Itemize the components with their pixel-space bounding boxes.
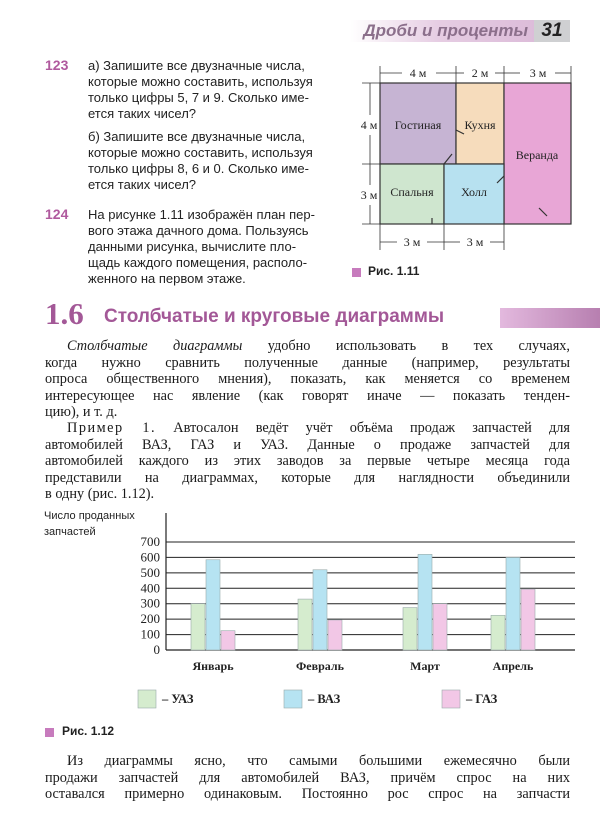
term-bar-charts: Столбчатые диаграммы [67, 338, 243, 354]
dim-top-2: 2 м [471, 66, 489, 80]
bar-ГАЗ-Апрель [521, 589, 535, 650]
task-123-part-b [88, 129, 313, 193]
dim-bottom-2: 3 м [466, 235, 484, 249]
label-hall: Холл [461, 185, 487, 199]
intro-text: удобно использовать в тех случаях, [242, 338, 570, 354]
y-axis-label: запчастей [44, 526, 96, 538]
y-tick-label: 400 [140, 580, 160, 596]
example-line: представили на диаграммах, которые для наглядности объединили [45, 469, 570, 486]
task-124-line: щадь каждого помещения, располо- [88, 255, 308, 270]
task-124-text [88, 207, 315, 287]
figure-marker-icon [45, 728, 54, 737]
bar-УАЗ-Март [403, 608, 417, 650]
x-tick-label: Апрель [492, 659, 534, 673]
task-123-b-line: ется таких чисел? [88, 177, 197, 192]
label-kitchen: Кухня [464, 118, 496, 132]
task-124-number: 124 [45, 206, 69, 222]
intro-paragraph [45, 338, 570, 421]
x-tick-label: Март [410, 659, 440, 673]
example-line: в одну (рис. 1.12). [45, 486, 155, 502]
y-tick-label: 300 [140, 595, 160, 611]
section-band [500, 308, 600, 328]
example-line: автомобилей каждого из этих заводов за первые четыре месяца года [45, 453, 570, 469]
intro-line [45, 338, 570, 355]
intro-line: цию), и т. д. [45, 404, 118, 420]
y-tick-label: 100 [140, 626, 160, 642]
example-paragraph [45, 420, 570, 503]
task-123-part-a [88, 58, 313, 122]
y-tick-label: 200 [140, 611, 160, 627]
dim-left-2: 3 м [360, 188, 378, 202]
legend-label: – ВАЗ [308, 692, 341, 706]
task-123-a-line: а) Запишите все двузначные числа, [88, 58, 305, 73]
bar-ГАЗ-Февраль [328, 620, 342, 650]
dim-top-3: 3 м [529, 66, 547, 80]
example-line [45, 420, 570, 437]
bar-ВАЗ-Апрель [506, 557, 520, 650]
task-123-b-line: только цифры 8, 6 и 0. Сколько име- [88, 161, 309, 176]
task-124-line: данными рисунка, вычислите пло- [88, 239, 297, 254]
y-tick-label: 600 [140, 549, 160, 565]
legend-label: – УАЗ [162, 692, 194, 706]
label-living: Гостиная [394, 118, 442, 132]
label-veranda: Веранда [515, 148, 559, 162]
bar-ВАЗ-Январь [206, 560, 220, 650]
intro-line: когда нужно сравнить полученные данные (например, результаты [45, 354, 570, 371]
conclusion-line: продажи запчастей для автомобилей ВАЗ, причём спрос на них [45, 769, 570, 786]
conclusion-line: Из диаграммы ясно, что самыми большими ежемесячно были [67, 753, 570, 769]
figure-1-11-caption: Рис. 1.11 [368, 264, 420, 278]
task-123-b-line: которые можно составить, используя [88, 145, 313, 160]
intro-line: опроса общественного мнения), показать, как меняется со временем [45, 371, 570, 387]
floor-plan-figure [352, 58, 582, 258]
task-123-number: 123 [45, 57, 69, 73]
running-title: Дроби и проценты [363, 21, 528, 40]
dim-bottom-1: 3 м [403, 235, 421, 249]
bar-ВАЗ-Февраль [313, 570, 327, 650]
task-123-b-line: б) Запишите все двузначные числа, [88, 129, 306, 144]
figure-1-12-caption: Рис. 1.12 [62, 724, 115, 738]
example-line: автомобилей ВАЗ, ГАЗ и УАЗ. Данные о продаже запчастей для [45, 436, 570, 453]
bar-ВАЗ-Март [418, 554, 432, 650]
figure-marker-icon [352, 268, 361, 277]
y-tick-label: 700 [140, 534, 160, 549]
page-number: 31 [534, 20, 570, 42]
x-tick-label: Февраль [296, 659, 344, 673]
example-text: Автосалон ведёт учёт объёма продаж запчастей для [156, 420, 570, 436]
intro-line: интересующее нас явление (как говорят иначе — показать тенден- [45, 387, 570, 404]
conclusion-line: оставался примерно одинаковым. Постоянно рос спрос на запчасти [45, 786, 570, 802]
task-123-a-line: которые можно составить, используя [88, 74, 313, 89]
running-head [350, 20, 570, 42]
task-124-line: На рисунке 1.11 изображён план пер- [88, 207, 315, 222]
section-title: Столбчатые и круговые диаграммы [104, 306, 445, 327]
task-123-a-line: ется таких чисел? [88, 106, 197, 121]
bar-ГАЗ-Март [433, 604, 447, 650]
bar-ГАЗ-Январь [221, 631, 235, 650]
legend-swatch [442, 690, 460, 708]
bar-УАЗ-Февраль [298, 599, 312, 650]
bar-chart [30, 505, 590, 720]
label-bedroom: Спальня [390, 185, 434, 199]
legend-swatch [284, 690, 302, 708]
y-axis-label: Число проданных [44, 510, 135, 522]
dim-top-1: 4 м [409, 66, 427, 80]
left-dimension-lines [362, 83, 380, 224]
x-tick-label: Январь [192, 659, 234, 673]
task-124-line: вого этажа дачного дома. Пользуясь [88, 223, 309, 238]
conclusion-paragraph [45, 753, 570, 803]
dim-left-1: 4 м [360, 118, 378, 132]
task-123-a-line: только цифры 5, 7 и 9. Сколько име- [88, 90, 309, 105]
y-tick-label: 500 [140, 564, 160, 580]
legend-swatch [138, 690, 156, 708]
legend-label: – ГАЗ [466, 692, 498, 706]
task-124-line: женного на первом этаже. [88, 271, 246, 286]
bar-УАЗ-Январь [191, 604, 205, 650]
bottom-dimension-lines [380, 224, 504, 250]
bar-УАЗ-Апрель [491, 615, 505, 650]
example-label: Пример 1. [67, 420, 157, 436]
section-number: 1.6 [45, 296, 84, 331]
y-tick-label: 0 [153, 642, 160, 657]
